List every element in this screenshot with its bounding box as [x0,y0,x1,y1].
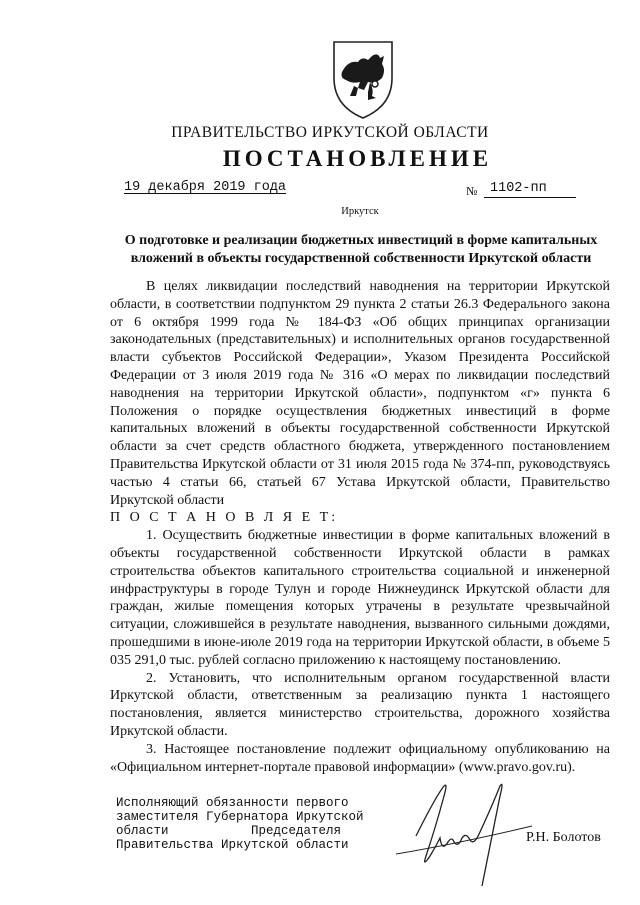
document-heading: О подготовке и реализации бюджетных инвестиций в форме капитальных вложений в объекты государственной собственности Иркутской области [124,233,598,266]
position-line: Исполняющий обязанности первого [116,796,349,810]
city: Иркутск [341,206,379,217]
signatory-position [116,796,364,852]
resolves-label: П О С Т А Н О В Л Я Е Т: [110,510,339,526]
signatory-name: Р.Н. Болотов [526,830,601,845]
preamble: В целях ликвидации последствий наводнения на территории Иркутской области, в соответствии подпунктом 29 пункта 2 статьи 26.3 Федерального закона от 6 октября 1999 года № 184-ФЗ «Об общих принципах организации законодательных (представительных) и исполнительных органов государственной власти субъектов Российской Федерации», Указом Президента Российской Федерации от 3 июля 2019 года № 316 «О мерах по ликвидации последствий наводнения на территории Иркутской области», подпунктом «г» пункта 6 Положения о порядке осуществления бюджетных инвестиций в форме капитальных вложений в объекты государственной собственности Иркутской области за счет средств областного бюджета, утвержденного постановлением Правительства Иркутской области от 31 июля 2015 года № 374-пп, руководствуясь частью 4 статьи 66, статьей 67 Устава Иркутской области, Правительство Иркутской области [110,279,610,508]
coat-of-arms-emblem [328,38,398,120]
document-body [110,278,610,776]
document-date: 19 декабря 2019 года [124,180,287,195]
item-2: 2. Установить, что исполнительным органом государственной власти Иркутской области, ответственным за реализацию пункта 1 настоящего постановления, является министерство строительства, дорожного хозяйства Иркутской области. [110,670,610,739]
position-line: заместителя Губернатора Иркутской [116,810,364,824]
position-line: Правительства Иркутской области [116,838,349,852]
document-number: 1102-пп [484,180,576,198]
item-3: 3. Настоящее постановление подлежит официальному опубликованию на «Официальном интернет-портале правовой информации» (www.pravo.gov.ru). [110,741,610,775]
government-name: ПРАВИТЕЛЬСТВО ИРКУТСКОЙ ОБЛАСТИ [171,124,489,141]
handwritten-signature [396,776,536,896]
document-type: ПОСТАНОВЛЕНИЕ [222,146,493,171]
number-sign: № [466,184,478,198]
item-1: 1. Осуществить бюджетные инвестиции в форме капитальных вложений в объекты государственной собственности Иркутской области в рамках строительства объектов капитального строительства социальной и инженерной инфраструктуры в городе Тулун и городе Нижнеудинск Иркутской области для граждан, жилые помещения которых утрачены в результате чрезвычайной ситуации, сложившейся в результате наводнения, вызванного сильными дождями, прошедшими в июне-июле 2019 года на территории Иркутской области, в объеме 5 035 291,0 тыс. рублей согласно приложению к настоящему постановлению. [110,528,610,668]
position-line: области Председателя [116,824,342,838]
